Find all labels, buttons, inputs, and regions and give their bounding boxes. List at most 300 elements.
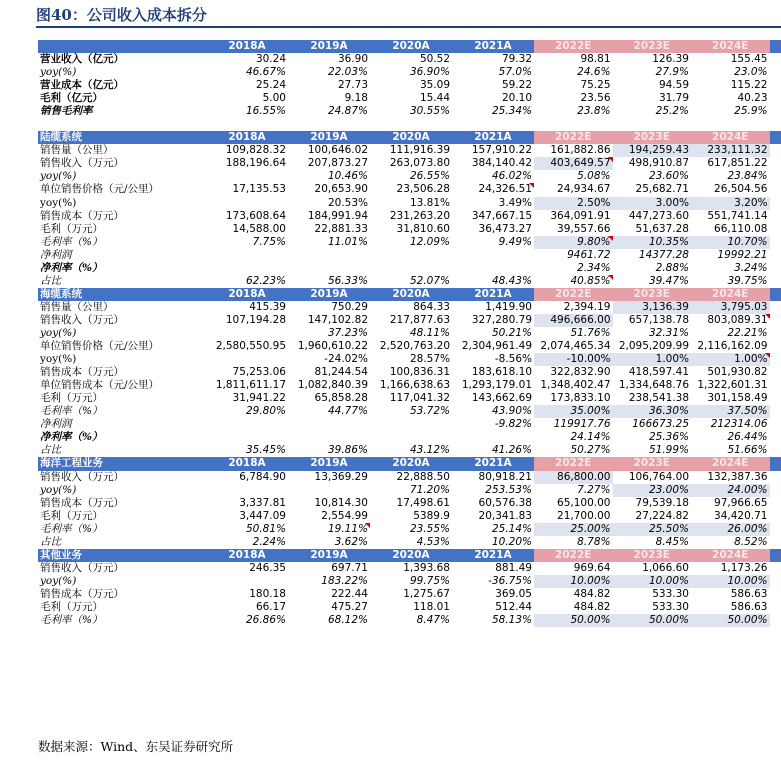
table-cell: 1,173.26 xyxy=(720,561,768,574)
table-cell: 22,888.50 xyxy=(396,470,450,483)
table-cell: 364,091.91 xyxy=(550,209,611,222)
table-cell: 75.25 xyxy=(580,79,611,92)
table-row xyxy=(38,170,781,183)
table-cell xyxy=(206,575,288,588)
table-cell: 37.50% xyxy=(691,405,770,418)
table-cell: 16.55% xyxy=(245,105,286,118)
table-cell: 484.82 xyxy=(573,600,611,613)
table-cell: 533.30 xyxy=(652,587,689,600)
table-cell: 19.11% xyxy=(288,523,370,536)
table-cell: 10,814.30 xyxy=(314,496,368,509)
table-cell: 48.11% xyxy=(409,326,450,339)
section-title: 海洋工程业务 xyxy=(40,457,103,470)
table-cell: 43.90% xyxy=(491,405,532,418)
table-cell: 57.0% xyxy=(498,66,532,79)
row-label: 毛利（万元） xyxy=(40,222,103,235)
table-cell: 50.00% xyxy=(613,614,692,627)
table-cell: 2,554.99 xyxy=(321,509,368,522)
table-cell: 183.22% xyxy=(321,574,368,587)
table-row xyxy=(38,210,781,223)
table-cell: 10.00% xyxy=(691,575,770,588)
table-cell: 75,253.06 xyxy=(232,366,286,379)
table-cell: 20.53% xyxy=(327,196,368,209)
table-row xyxy=(38,236,781,249)
table-cell: 25,682.71 xyxy=(635,183,689,196)
section-header xyxy=(38,457,781,470)
row-label: 毛利率（%） xyxy=(40,522,103,535)
table-cell: 14,588.00 xyxy=(232,222,286,235)
table-cell: 119917.76 xyxy=(553,418,611,431)
table-cell: 484.82 xyxy=(573,587,611,600)
table-cell: 22.21% xyxy=(727,326,768,339)
row-label: 毛利率（%） xyxy=(40,405,103,418)
table-cell: 23.56 xyxy=(580,92,611,105)
table-cell: 1.00% xyxy=(691,353,770,366)
table-cell: 3.00% xyxy=(613,197,692,210)
section-header xyxy=(38,40,781,53)
table-cell: 4.53% xyxy=(416,535,450,548)
table-cell xyxy=(206,262,288,275)
table-row xyxy=(38,157,781,170)
table-cell: 79.32 xyxy=(501,53,532,66)
row-label: 单位销售价格（元/公里） xyxy=(40,340,160,353)
row-label: 毛利率（%） xyxy=(40,235,103,248)
row-label: 净利率（%） xyxy=(40,261,103,274)
year-header: 2023E xyxy=(613,457,692,470)
table-cell: 231,263.20 xyxy=(389,209,450,222)
table-cell: 50.81% xyxy=(245,522,286,535)
table-row xyxy=(38,183,781,196)
table-row xyxy=(38,223,781,236)
row-label: 毛利（亿元） xyxy=(40,92,103,105)
table-cell: -24.02% xyxy=(324,353,368,366)
row-label: yoy(%) xyxy=(40,170,77,183)
table-cell: 5.00 xyxy=(262,92,286,105)
table-cell xyxy=(452,431,534,444)
table-cell: 68.12% xyxy=(327,614,368,627)
table-cell: 10.00% xyxy=(613,575,692,588)
table-cell: 126.39 xyxy=(652,53,689,66)
table-row xyxy=(38,249,781,262)
table-cell: 132,387.36 xyxy=(707,470,768,483)
year-header: 2019A xyxy=(310,131,348,144)
year-header: 2022E xyxy=(534,40,613,53)
table-cell: 2.50% xyxy=(534,197,613,210)
table-cell: 107,194.28 xyxy=(225,313,286,326)
table-cell: 15.44 xyxy=(419,92,450,105)
table-cell: 369.05 xyxy=(495,587,532,600)
figure-title: 图40：公司收入成本拆分 xyxy=(36,6,207,24)
table-row xyxy=(38,497,781,510)
table-cell: 35.45% xyxy=(245,444,286,457)
table-cell: 106,764.00 xyxy=(628,470,689,483)
table-cell: 301,158.49 xyxy=(707,392,768,405)
table-row xyxy=(38,79,781,92)
table-cell: 166673.25 xyxy=(632,418,689,431)
table-cell: 7.75% xyxy=(252,235,286,248)
table-cell xyxy=(370,431,452,444)
table-cell: 475.27 xyxy=(331,600,368,613)
table-cell: 1,348,402.47 xyxy=(540,379,611,392)
table-row xyxy=(38,418,781,431)
year-header: 2020A xyxy=(392,131,430,144)
table-cell: 50.21% xyxy=(491,326,532,339)
row-label: 销售收入（万元） xyxy=(40,470,124,483)
table-cell xyxy=(370,249,452,262)
year-header: 2022E xyxy=(534,457,613,470)
table-row xyxy=(38,92,781,105)
table-cell: 52.07% xyxy=(409,274,450,287)
table-cell: 157,910.22 xyxy=(471,144,532,157)
table-row xyxy=(38,197,781,210)
table-cell: 26.00% xyxy=(691,523,770,536)
table-cell: 10.35% xyxy=(613,236,692,249)
table-cell: 43.12% xyxy=(409,444,450,457)
table-cell: -9.82% xyxy=(494,418,532,431)
table-cell: 24,934.67 xyxy=(557,183,611,196)
year-header: 2020A xyxy=(392,457,430,470)
table-cell: 51,637.28 xyxy=(635,222,689,235)
table-row xyxy=(38,523,781,536)
table-cell: 13,369.29 xyxy=(314,470,368,483)
table-cell: 62.23% xyxy=(245,274,286,287)
row-label: 占比 xyxy=(40,274,61,287)
table-cell: 864.33 xyxy=(413,300,450,313)
table-cell: 194,259.43 xyxy=(613,144,692,157)
row-label: 销售毛利率 xyxy=(40,105,93,118)
table-row xyxy=(38,431,781,444)
table-cell: 26.55% xyxy=(409,170,450,183)
table-cell: 3,447.09 xyxy=(239,509,286,522)
table-row xyxy=(38,536,781,549)
table-cell: 180.18 xyxy=(249,587,286,600)
year-header: 2022E xyxy=(534,288,613,301)
table-cell: 48.43% xyxy=(491,274,532,287)
table-cell: 551,741.14 xyxy=(707,209,768,222)
table-cell: 23.0% xyxy=(734,66,768,79)
table-row xyxy=(38,353,781,366)
table-cell: 147,102.82 xyxy=(307,313,368,326)
table-cell: 20,653.90 xyxy=(314,183,368,196)
table-cell: 23.84% xyxy=(727,170,768,183)
row-label: 销售成本（万元） xyxy=(40,366,124,379)
table-cell: 3.49% xyxy=(498,196,532,209)
table-cell: 246.35 xyxy=(249,561,286,574)
table-cell: 1,166,638.63 xyxy=(379,379,450,392)
table-cell: 2,520,763.20 xyxy=(379,340,450,353)
table-cell: 25.2% xyxy=(655,105,689,118)
row-label: 单位销售价格（元/公里） xyxy=(40,183,160,196)
table-cell: 118.01 xyxy=(413,600,450,613)
year-header: 2023E xyxy=(613,40,692,53)
table-cell: 7.27% xyxy=(577,483,611,496)
table-row xyxy=(38,340,781,353)
table-cell: 25.00% xyxy=(534,523,613,536)
table-cell: 34,420.71 xyxy=(714,509,768,522)
table-cell: 24.87% xyxy=(327,105,368,118)
year-header: 2021A xyxy=(474,548,512,561)
table-cell: 418,597.41 xyxy=(628,366,689,379)
table-cell: 25.36% xyxy=(648,431,689,444)
table-cell: 99.75% xyxy=(409,574,450,587)
year-header: 2020A xyxy=(392,40,430,52)
table-cell: 161,882.86 xyxy=(550,144,611,157)
table-cell: 12.09% xyxy=(409,235,450,248)
table-cell: 17,135.53 xyxy=(232,183,286,196)
table-cell: 415.39 xyxy=(249,300,286,313)
table-cell: 40.85% xyxy=(534,275,613,288)
table-cell: 50.00% xyxy=(534,614,613,627)
table-cell xyxy=(206,249,288,262)
table-cell: 512.44 xyxy=(495,600,532,613)
table-cell: 1,275.67 xyxy=(403,587,450,600)
row-label: 营业收入（亿元） xyxy=(40,53,124,66)
table-row xyxy=(38,562,781,575)
table-cell xyxy=(206,170,288,183)
year-header: 2018A xyxy=(228,548,266,561)
section-title: 海缆系统 xyxy=(40,287,82,300)
table-cell: 100,646.02 xyxy=(307,144,368,157)
year-header: 2024E xyxy=(691,457,770,470)
table-cell: 403,649.57 xyxy=(534,157,613,170)
table-cell: 97,966.65 xyxy=(714,496,768,509)
table-cell: 24.6% xyxy=(577,66,611,79)
table-cell xyxy=(288,262,370,275)
table-row xyxy=(38,575,781,588)
table-cell: 586.63 xyxy=(730,587,768,600)
row-label: yoy(%) xyxy=(40,66,77,79)
table-cell: 697.71 xyxy=(331,561,368,574)
year-header: 2018A xyxy=(228,40,266,52)
table-cell: 11.01% xyxy=(327,235,368,248)
table-cell: 322,832.90 xyxy=(550,366,611,379)
table-cell xyxy=(206,197,288,210)
source-note: 数据来源：Wind、东吴证券研究所 xyxy=(38,739,234,754)
table-row xyxy=(38,614,781,627)
table-cell: 263,073.80 xyxy=(389,157,450,170)
table-cell: 25.14% xyxy=(491,522,532,535)
row-label: 单位销售成本（元/公里） xyxy=(40,379,160,392)
table-cell: 24,326.51 xyxy=(452,183,534,196)
table-cell xyxy=(206,353,288,366)
table-row xyxy=(38,379,781,392)
table-cell xyxy=(370,418,452,431)
row-label: yoy(%) xyxy=(40,326,77,339)
table-cell: 2,304,961.49 xyxy=(461,340,532,353)
table-cell: 65,100.00 xyxy=(557,496,611,509)
table-cell: 23,506.28 xyxy=(396,183,450,196)
table-cell: 23.8% xyxy=(577,105,611,118)
year-header: 2020A xyxy=(392,548,430,561)
table-cell: 10.70% xyxy=(691,236,770,249)
year-header: 2021A xyxy=(474,457,512,470)
year-header: 2018A xyxy=(228,131,266,144)
row-label: 销售量（公里） xyxy=(40,300,114,313)
year-header: 2019A xyxy=(310,457,348,470)
table-cell: 217,877.63 xyxy=(389,313,450,326)
table-row xyxy=(38,327,781,340)
table-cell: 40.23 xyxy=(737,92,768,105)
table-cell: 24.14% xyxy=(570,431,611,444)
table-cell xyxy=(288,431,370,444)
table-cell: 66,110.08 xyxy=(714,222,768,235)
table-cell: 25.9% xyxy=(734,105,768,118)
table-cell: 327,280.79 xyxy=(471,313,532,326)
row-label: yoy(%) xyxy=(40,483,77,496)
section-title: 其他业务 xyxy=(40,548,82,561)
year-header: 2019A xyxy=(310,40,348,52)
table-cell: -36.75% xyxy=(488,574,532,587)
table-cell: 25.34% xyxy=(491,105,532,118)
row-label: 营业成本（亿元） xyxy=(40,79,124,92)
table-cell: 22.03% xyxy=(327,66,368,79)
table-cell: 36.90% xyxy=(409,66,450,79)
table-row xyxy=(38,366,781,379)
table-cell: 56.33% xyxy=(327,274,368,287)
table-cell: 2,074,465.34 xyxy=(540,340,611,353)
table-cell: 501,930.82 xyxy=(707,366,768,379)
row-label: 占比 xyxy=(40,535,61,548)
table-row xyxy=(38,105,781,118)
table-cell: 66.17 xyxy=(255,600,286,613)
year-header: 2021A xyxy=(474,40,512,52)
table-cell: 447,273.60 xyxy=(628,209,689,222)
table-cell xyxy=(452,249,534,262)
table-cell: 51.66% xyxy=(727,444,768,457)
table-cell: 1,293,179.01 xyxy=(461,379,532,392)
table-cell: 86,800.00 xyxy=(534,471,613,484)
table-cell: 36,473.27 xyxy=(478,222,532,235)
table-cell: 23.55% xyxy=(409,522,450,535)
table-cell: 31,941.22 xyxy=(232,392,286,405)
year-header: 2023E xyxy=(613,288,692,301)
table-cell: 10.20% xyxy=(491,535,532,548)
table-cell: 60,576.38 xyxy=(478,496,532,509)
table-row xyxy=(38,588,781,601)
table-cell: 10.00% xyxy=(534,575,613,588)
table-cell: 2.24% xyxy=(252,535,286,548)
section-header xyxy=(38,549,781,562)
table-cell xyxy=(206,484,288,497)
table-cell: 80,918.21 xyxy=(478,470,532,483)
table-cell: 533.30 xyxy=(652,600,689,613)
table-cell: -8.56% xyxy=(494,353,532,366)
row-label: 占比 xyxy=(40,444,61,457)
table-cell: 35.09 xyxy=(419,79,450,92)
table-cell: 81,244.54 xyxy=(314,366,368,379)
table-row xyxy=(38,301,781,314)
table-cell: 14377.28 xyxy=(638,248,689,261)
table-cell: 30.55% xyxy=(409,105,450,118)
table-cell: 17,498.61 xyxy=(396,496,450,509)
row-label: 销售收入（万元） xyxy=(40,561,124,574)
table-cell: 233,111.32 xyxy=(691,144,770,157)
year-header: 2019A xyxy=(310,287,348,300)
table-cell: 2,095,209.99 xyxy=(618,340,689,353)
table-cell: 1,334,648.76 xyxy=(618,379,689,392)
table-cell: 6,784.90 xyxy=(239,470,286,483)
row-label: 销售收入（万元） xyxy=(40,157,124,170)
table-row xyxy=(38,53,781,66)
table-cell: 238,541.38 xyxy=(628,392,689,405)
table-cell: 617,851.22 xyxy=(707,157,768,170)
table-cell: 1,393.68 xyxy=(403,561,450,574)
table-cell: 94.59 xyxy=(658,79,689,92)
table-cell: 27.73 xyxy=(337,79,368,92)
table-cell: 117,041.32 xyxy=(389,392,450,405)
row-label: 销售成本（万元） xyxy=(40,587,124,600)
table-cell: 26,504.56 xyxy=(714,183,768,196)
table-cell: 23.60% xyxy=(648,170,689,183)
section-title xyxy=(38,40,206,53)
table-cell xyxy=(288,249,370,262)
year-header: 2024E xyxy=(691,131,770,144)
table-cell: 27.9% xyxy=(655,66,689,79)
title-underline xyxy=(36,26,781,28)
table-cell: 9461.72 xyxy=(567,248,611,261)
table-cell: 39.86% xyxy=(327,444,368,457)
table-cell: 2.88% xyxy=(655,261,689,274)
section-header xyxy=(38,131,781,144)
table-cell: 26.86% xyxy=(245,614,286,627)
table-cell: 51.76% xyxy=(570,326,611,339)
table-cell: 2,580,550.95 xyxy=(215,340,286,353)
table-cell: 2,116,162.09 xyxy=(697,340,768,353)
table-cell: 498,910.87 xyxy=(628,157,689,170)
table-cell: 496,666.00 xyxy=(534,314,613,327)
table-cell: 1.00% xyxy=(613,353,692,366)
table-cell: 384,140.42 xyxy=(471,157,532,170)
table-cell: 29.80% xyxy=(245,405,286,418)
row-label: 销售收入（万元） xyxy=(40,313,124,326)
table-cell: 8.78% xyxy=(577,535,611,548)
table-cell: 71.20% xyxy=(409,483,450,496)
table-cell xyxy=(288,484,370,497)
table-cell: 20,341.83 xyxy=(478,509,532,522)
table-row xyxy=(38,275,781,288)
table-cell: 10.46% xyxy=(327,170,368,183)
table-cell: 25.50% xyxy=(613,523,692,536)
table-cell: 39.75% xyxy=(727,274,768,287)
table-cell: 155.45 xyxy=(730,53,768,66)
table-cell: 109,828.32 xyxy=(225,144,286,157)
year-header: 2023E xyxy=(613,131,692,144)
table-cell: 173,833.10 xyxy=(550,392,611,405)
table-cell: 98.81 xyxy=(580,53,611,66)
row-label: 净利润 xyxy=(40,248,72,261)
year-header: 2018A xyxy=(228,457,266,470)
row-label: 净利率（%） xyxy=(40,431,103,444)
table-cell: 9.18 xyxy=(344,92,368,105)
table-cell: 50.27% xyxy=(570,444,611,457)
table-cell: 50.00% xyxy=(691,614,770,627)
table-cell: 881.49 xyxy=(495,561,532,574)
table-cell: 143,662.69 xyxy=(471,392,532,405)
table-cell xyxy=(452,262,534,275)
table-cell xyxy=(206,431,288,444)
year-header: 2022E xyxy=(534,131,613,144)
table-row xyxy=(38,144,781,157)
table-cell: 3.20% xyxy=(691,197,770,210)
table-cell: 3.62% xyxy=(334,535,368,548)
table-cell: 1,322,601.31 xyxy=(697,379,768,392)
row-label: 毛利（万元） xyxy=(40,600,103,613)
year-header: 2019A xyxy=(310,548,348,561)
table-cell: 1,960,610.22 xyxy=(297,340,368,353)
table-cell: 2,394.19 xyxy=(563,300,611,313)
table-cell: 79,539.18 xyxy=(635,496,689,509)
table-cell: 46.02% xyxy=(491,170,532,183)
